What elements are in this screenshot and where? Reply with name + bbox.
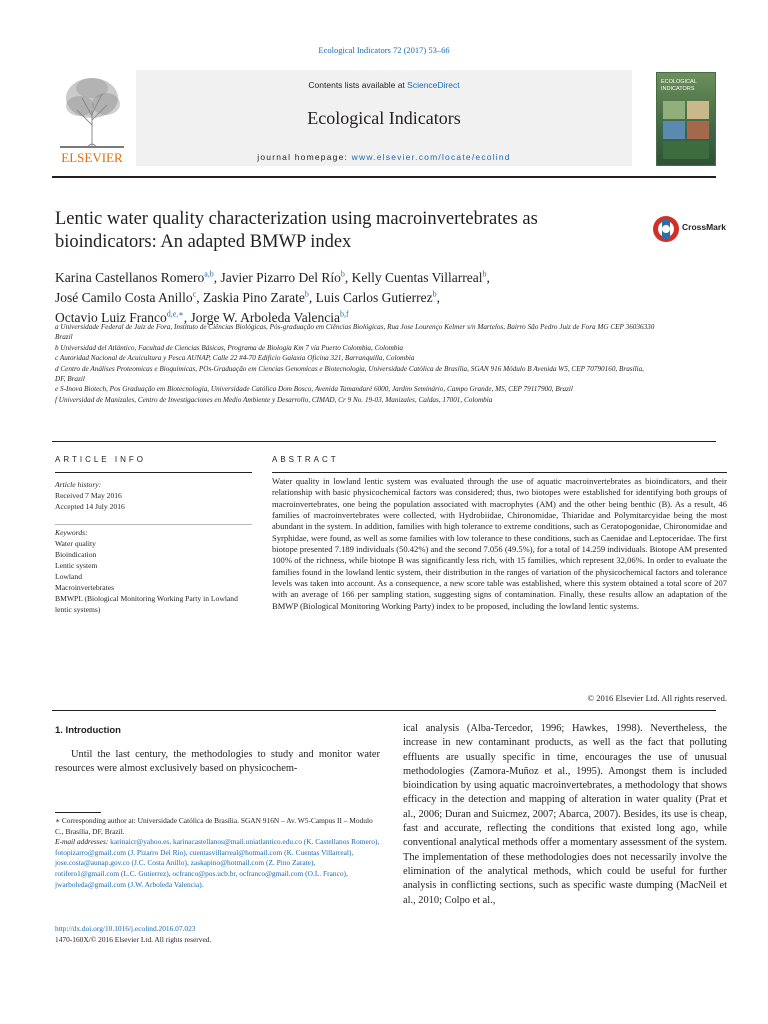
abstract-copyright: © 2016 Elsevier Ltd. All rights reserved. (587, 693, 727, 703)
author-list (55, 266, 655, 326)
abstract-heading: ABSTRACT (272, 455, 339, 464)
history-label: Article history: (55, 480, 102, 489)
doi-block (55, 924, 380, 945)
journal-title: Ecological Indicators (307, 108, 461, 128)
elsevier-wordmark: ELSEVIER (61, 150, 123, 165)
keywords (55, 527, 255, 615)
author[interactable]: Karina Castellanos Romero$^{a,b}$, (55, 269, 221, 285)
received-date: Received 7 May 2016 (55, 491, 122, 500)
abstract-rule (272, 472, 727, 473)
journal-citation[interactable]: Ecological Indicators 72 (2017) 53–66 (318, 45, 450, 55)
journal-masthead (52, 70, 716, 170)
crossmark-label: CrossMark (682, 222, 726, 232)
keyword: Macroinvertebrates (55, 583, 115, 592)
keyword: Water quality (55, 539, 96, 548)
affiliation: b Universidad del Atlántico, Facultad de Ciencias Básicas, Programa de Biología Km 7 vía Puerto Colombia, Colombia (55, 343, 403, 352)
keyword: Lentic system (55, 561, 98, 570)
email-addresses (55, 837, 380, 890)
article-info-rule (55, 472, 252, 473)
corresponding-author-footnote (55, 816, 380, 890)
doi-link[interactable]: http://dx.doi.org/10.1016/j.ecolind.2016.07.023 (55, 924, 196, 933)
author[interactable]: Jorge W. Arboleda Valencia$^{b,f}$ (190, 309, 349, 325)
affiliation: e S-Inova Biotech, Pos Graduação em Biotecnologia, Universidade Católica Dom Bosco, Avenida Tamandaré 6000, Jardim Seminário, Campo Grande, MS, CEP 79117900, Brazil (55, 385, 573, 394)
footnote-rule (55, 812, 101, 813)
homepage-prefix: journal homepage: (257, 152, 352, 162)
journal-homepage (136, 152, 632, 162)
article-title: Lentic water quality characterization using macroinvertebrates as bioindicators: An adapted BMWP index (55, 209, 538, 252)
accepted-date: Accepted 14 July 2016 (55, 502, 125, 511)
introduction-heading: 1. Introduction (55, 725, 121, 736)
elsevier-tree-logo[interactable] (52, 70, 132, 166)
email-list[interactable]: karinaicr@yahoo.es, karinacastellanos@mail.uniatlantico.edu.co (K. Castellanos Romero), fotopizarro@gmail.com (J. Pizarro Del Río), cuentasvillarreal@hotmail.com (K. Cuentas Villarreal), jose.costa@aunap.gov.co (J.C. Costa Anillo), zaskapino@hotmail.com (Z. Pino Zarate), rotifero1@gmail.com (L.C. Gutierrez), ocfranco@pos.ucb.br, ocfranco@gmail.com (O.L. Franco), jwarboleda@gmail.com (J.W. Arboleda Valencia). (55, 837, 380, 889)
author[interactable]: Javier Pizarro Del Río$^b$, (220, 269, 352, 285)
author[interactable]: Luis Carlos Gutierrez$^b$, (315, 289, 441, 305)
abstract-text: Water quality in lowland lentic system was evaluated through the use of aquatic macroinvertebrates as bioindicators, and their relationship with basic physicochemical factors was considered; thus, two biotopes were established for identifying both groups of macroinvertebrates, one being the population associated with macrophytes (AM) and the other being benthic (B). As a result, 46 families of macroinvertebrates were collected, with Hydrobiidae, Chironomidae, Thiaridae and Polymitarcyidae being the most abundant in the system. In addition, families with high tolerance to extreme conditions, such as Ceratopogonidae, Chironomidae and Syrphidae, were found, as well as some families with low tolerance to these conditions, such as Caenidae and Leptoceridae. The first biotope presented 7.189 individuals (50.42%) and the second 7.056 (49.5%), for a total of 14.259 individuals. Biotope AM presented 100% of the richness, while biotope B was significantly less rich, with 15 families, which represent 32,06%. In order to evaluate the families found in the lowland lentic system, their distribution in the ranges of variation of the physicochemical factors and tolerance levels was taken into account. As a consequence, a new score table was established, where this system obtained a total score of 207 with an average of 166 per sampling station, suggesting signs of contamination. Finally, these results allow an adaptation of the BMWP (Biological Monitoring Working Party) index to be proposed, including the lowland lentic systems. (272, 476, 727, 611)
cover-photo-mosaic (663, 101, 709, 159)
corresponding-author: ∗ Corresponding author at: Universidade Católica de Brasília. SGAN 916N – Av. W5-Campus II – Modulo C., Brasília, DF, Brazil. (55, 816, 373, 836)
contents-prefix: Contents lists available at (308, 80, 408, 90)
issn-line: 1470-160X/© 2016 Elsevier Ltd. All rights reserved. (55, 934, 212, 944)
author[interactable]: Zaskia Pino Zarate$^b$, (202, 289, 316, 305)
author[interactable]: José Camilo Costa Anillo$^c$, (55, 289, 203, 305)
homepage-link[interactable]: www.elsevier.com/locate/ecolind (351, 152, 511, 162)
affiliations (55, 322, 655, 405)
intro-paragraph-continued: ical analysis (Alba-Tercedor, 1996; Hawkes, 1998). Nevertheless, the increase in new contaminant products, as well as the fact that polluting effluents are usually specific in time, encourages the use of unusual methodologies (Zamora-Muñoz et al., 1995). Amongst them is included bioindication by using aquatic macroinvertebrates, a methodology that shows efficacy in the detection and mapping of alteration in water quality (Prat et al., 2006; Duran and Suicmez, 2007; Abarca, 2007). Besides, its use is cheap, fast and accurate, reflecting the conditions that existed long ago, while conventional analytical methods offer a momentary assessment of the system. The implementation of these methodologies does not necessarily involve the elimination of the analytical methods, which could be useful for further analysis in conflicting sections, such as specific waste dumping (MacNeil et al., 2010; Colpo et al., (403, 723, 727, 906)
sciencedirect-link[interactable]: ScienceDirect (407, 80, 460, 90)
keyword: BMWPL (Biological Monitoring Working Party in Lowland lentic systems) (55, 594, 238, 614)
affiliation: c Autoridad Nacional de Acuicultura y Pesca AUNAP, Calle 22 #4-70 Edificio Galaxia Oficina 321, Barranquilla, Colombia (55, 354, 415, 363)
keyword: Bioindication (55, 550, 97, 559)
keywords-rule (55, 524, 252, 525)
abstract-bottom-rule (52, 710, 716, 711)
author[interactable]: Kelly Cuentas Villarreal$^b$, (351, 269, 490, 285)
article-info-heading: ARTICLE INFO (55, 455, 146, 464)
crossmark-button[interactable] (652, 215, 734, 243)
journal-cover-image[interactable] (656, 72, 716, 166)
header-rule (52, 176, 716, 178)
journal-banner (136, 70, 632, 166)
article-history (55, 479, 255, 512)
crossmark-icon (652, 215, 680, 243)
introduction-left-column (55, 748, 380, 777)
author[interactable]: Octavio Luiz Franco$^{d,e,∗}$, (55, 309, 191, 325)
keyword: Lowland (55, 572, 82, 581)
introduction-right-column (403, 722, 727, 908)
cover-title: ECOLOGICAL INDICATORS (661, 79, 697, 92)
affiliation: a Universidade Federal de Juiz de Fora, Instituto de Ciências Biológicas, Pós-graduação em Ciências Biológicas, Rua Jose Lourenço Kelmer s/n Martelos, Bairro São Pedro Juiz de Fora MG CEP 36036330 Brazil (55, 323, 655, 342)
email-label: E-mail addresses: (55, 837, 109, 847)
affiliation: f Universidad de Manizales, Centro de Investigaciones en Medio Ambiente y Desarrollo, CIMAD, Cr 9 No. 19-03, Manizales, Caldas, 17001, Colombia (55, 395, 493, 404)
keywords-label: Keywords: (55, 528, 88, 537)
contents-line (136, 80, 632, 90)
affiliation: d Centro de Análises Proteomicas e Bioquimicas, POs-Graduação em Ciencias Genomicas e Biotecnologia, Universidade Católica de Brasília, SGAN 916 Módulo B Avenida W5, CEP 70790160, Brasília, DF, Brazil (55, 364, 644, 384)
title-rule (52, 441, 716, 442)
intro-paragraph: Until the last century, the methodologies to study and monitor water resources were almost exclusively based on physicochem- (55, 749, 380, 775)
